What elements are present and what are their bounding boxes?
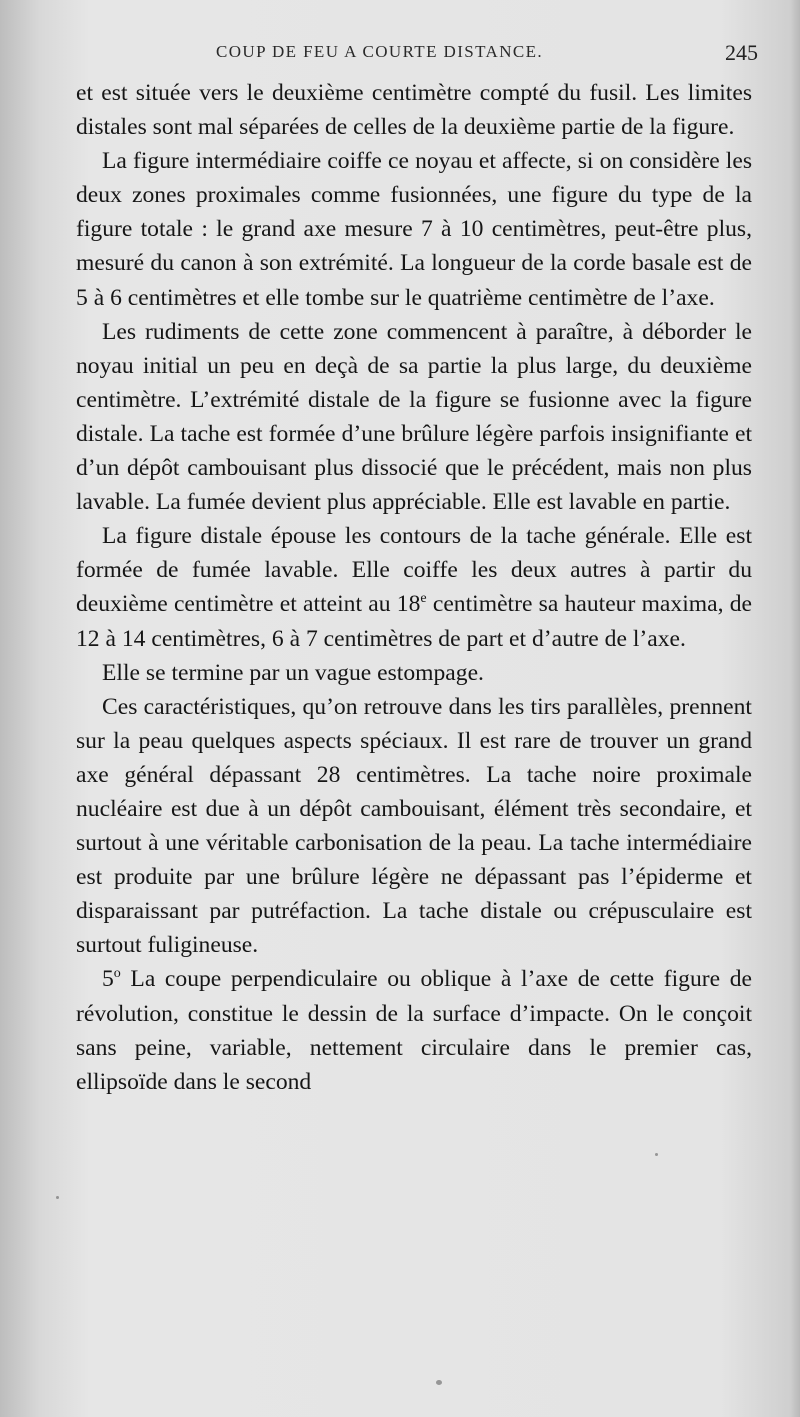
paragraph-4 — [76, 519, 752, 655]
paragraph-7-text: La coupe perpendiculaire ou oblique à l’axe de cette figure de révolution, constitue le dessin de la surface d’impacte. On le conçoit sans peine, variable, nettement circulaire dans le premier cas, ellipsoïde dans le second — [76, 966, 752, 1095]
page-header — [0, 38, 800, 68]
paragraph-5: Elle se termine par un vague estompage. — [102, 659, 484, 686]
ordinal-superscript: e — [420, 591, 427, 607]
paragraph-3: Les rudiments de cette zone commencent à paraître, à déborder le noyau initial un peu en deçà de sa partie la plus large, du deuxième centimètre. L’extrémité distale de la figure se fusionne avec la figure distale. La tache est formée d’une brûlure légère parfois insignifiante et d’un dépôt cambouisant plus dissocié que le précédent, mais non plus lavable. La fumée devient plus appréciable. Elle est lavable en partie. — [76, 318, 752, 516]
paragraph-4-text-b: centimètre sa hauteur maxima, de 12 à 14 centimètres, 6 à 7 centimètres de part et d’autre de l’axe. — [76, 591, 752, 652]
paragraph-1: et est située vers le deuxième centimètre compté du fusil. Les limites distales sont mal séparées de celles de la deuxième partie de la figure. — [76, 80, 752, 141]
paper-speck — [655, 1153, 658, 1156]
paragraph-4-text-a: La figure distale épouse les contours de la tache générale. Elle est formée de fumée lavable. Elle coiffe les deux autres à partir du deuxième centimètre et atteint au 18 — [76, 523, 752, 618]
paragraph-2: La figure intermédiaire coiffe ce noyau et affecte, si on considère les deux zones proximales comme fusionnées, une figure du type de la figure totale : le grand axe mesure 7 à 10 centimètres, peut-être plus, mesuré du canon à son extrémité. La longueur de la corde basale est de 5 à 6 centimètres et elle tombe sur le quatrième centimètre de l’axe. — [76, 148, 752, 311]
page-number: 245 — [725, 40, 758, 65]
paragraph-6: Ces caractéristiques, qu’on retrouve dans les tirs parallèles, prennent sur la peau quelques aspects spéciaux. Il est rare de trouver un grand axe général dépassant 28 centimètres. La tache noire proximale nucléaire est due à un dépôt cambouisant, élément très secondaire, et surtout à une véritable carbonisation de la peau. La tache intermédiaire est produite par une brûlure légère ne dépassant pas l’épiderme et disparaissant par putréfaction. La tache distale ou crépusculaire est surtout fuligineuse. — [76, 693, 752, 959]
body-text — [76, 76, 752, 1099]
running-head: COUP DE FEU A COURTE DISTANCE. — [216, 42, 544, 61]
paper-speck — [436, 1380, 442, 1385]
paragraph-7 — [76, 962, 752, 1098]
paper-speck — [56, 1196, 59, 1199]
section-number-superscript: o — [113, 966, 121, 982]
section-number: 5 — [102, 966, 114, 993]
